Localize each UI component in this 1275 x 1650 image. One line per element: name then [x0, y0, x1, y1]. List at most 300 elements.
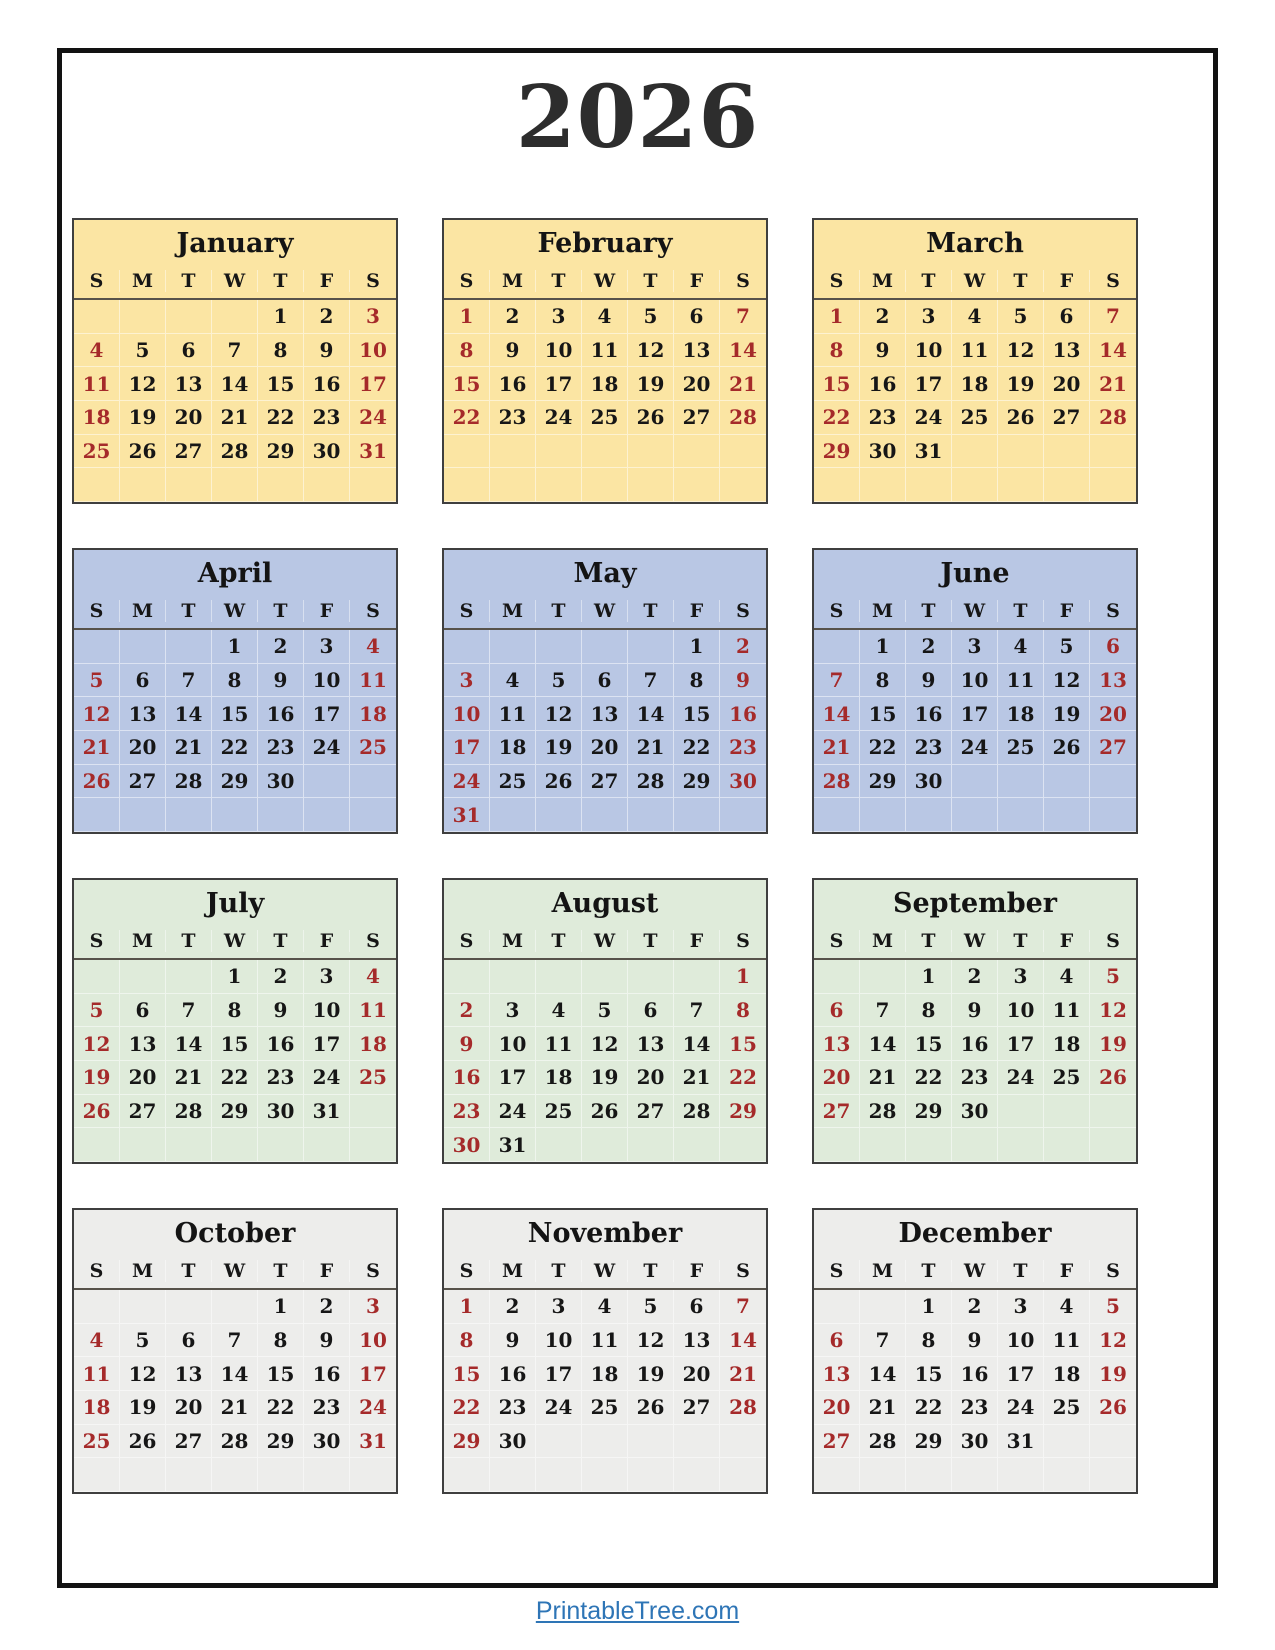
weekday-header: F: [674, 1260, 720, 1282]
dates-grid: [74, 1290, 396, 1492]
weekday-header: F: [304, 600, 350, 622]
date-november-9: 9: [490, 1324, 536, 1358]
date-june-22: 22: [860, 731, 906, 765]
date-june-5: 5: [1044, 630, 1090, 664]
date-august-13: 13: [628, 1027, 674, 1061]
weekday-header: T: [258, 600, 304, 622]
date-empty: [998, 468, 1044, 502]
date-empty: [860, 960, 906, 994]
date-may-9: 9: [720, 664, 766, 698]
date-march-12: 12: [998, 334, 1044, 368]
date-january-16: 16: [304, 367, 350, 401]
date-empty: [166, 1458, 212, 1492]
date-empty: [120, 1458, 166, 1492]
date-empty: [814, 468, 860, 502]
weekday-header: W: [212, 600, 258, 622]
date-empty: [1090, 1095, 1136, 1129]
date-april-15: 15: [212, 697, 258, 731]
date-march-26: 26: [998, 401, 1044, 435]
month-title: May: [573, 558, 637, 589]
weekday-header: T: [166, 1260, 212, 1282]
date-empty: [490, 630, 536, 664]
date-may-17: 17: [444, 731, 490, 765]
date-july-28: 28: [166, 1095, 212, 1129]
date-february-27: 27: [674, 401, 720, 435]
date-empty: [674, 468, 720, 502]
date-empty: [674, 960, 720, 994]
month-title: November: [527, 1218, 683, 1249]
month-title: January: [176, 228, 294, 259]
dates-grid: [444, 960, 766, 1162]
weekday-header: M: [490, 270, 536, 292]
date-may-24: 24: [444, 765, 490, 799]
weekday-header: W: [582, 270, 628, 292]
date-june-16: 16: [906, 697, 952, 731]
date-august-9: 9: [444, 1027, 490, 1061]
date-january-22: 22: [258, 401, 304, 435]
date-may-7: 7: [628, 664, 674, 698]
date-september-26: 26: [1090, 1061, 1136, 1095]
date-december-11: 11: [1044, 1324, 1090, 1358]
date-july-18: 18: [350, 1027, 396, 1061]
date-june-14: 14: [814, 697, 860, 731]
date-empty: [1044, 1128, 1090, 1162]
date-august-10: 10: [490, 1027, 536, 1061]
date-april-21: 21: [74, 731, 120, 765]
date-empty: [582, 435, 628, 469]
date-april-11: 11: [350, 664, 396, 698]
weekday-header: S: [366, 270, 380, 292]
date-empty: [952, 1128, 998, 1162]
date-february-9: 9: [490, 334, 536, 368]
date-january-21: 21: [212, 401, 258, 435]
date-august-2: 2: [444, 994, 490, 1028]
weekday-header: S: [366, 600, 380, 622]
date-empty: [720, 435, 766, 469]
dates-grid: [444, 300, 766, 502]
date-january-9: 9: [304, 334, 350, 368]
date-december-29: 29: [906, 1425, 952, 1459]
date-october-28: 28: [212, 1425, 258, 1459]
weekday-header: S: [736, 930, 750, 952]
month-title: March: [926, 228, 1024, 259]
date-june-18: 18: [998, 697, 1044, 731]
date-august-8: 8: [720, 994, 766, 1028]
date-empty: [536, 1128, 582, 1162]
date-july-3: 3: [304, 960, 350, 994]
date-empty: [720, 798, 766, 832]
date-december-3: 3: [998, 1290, 1044, 1324]
dates-grid: [814, 630, 1136, 832]
weekday-header: S: [366, 930, 380, 952]
date-october-24: 24: [350, 1391, 396, 1425]
date-april-12: 12: [74, 697, 120, 731]
date-december-22: 22: [906, 1391, 952, 1425]
date-february-24: 24: [536, 401, 582, 435]
date-may-11: 11: [490, 697, 536, 731]
date-may-18: 18: [490, 731, 536, 765]
dates-grid: [444, 630, 766, 832]
date-february-21: 21: [720, 367, 766, 401]
weekday-header: M: [120, 600, 166, 622]
date-empty: [212, 1458, 258, 1492]
weekday-header: W: [952, 930, 998, 952]
date-december-6: 6: [814, 1324, 860, 1358]
date-september-6: 6: [814, 994, 860, 1028]
date-march-23: 23: [860, 401, 906, 435]
date-march-18: 18: [952, 367, 998, 401]
date-august-19: 19: [582, 1061, 628, 1095]
date-october-20: 20: [166, 1391, 212, 1425]
date-empty: [350, 798, 396, 832]
date-december-12: 12: [1090, 1324, 1136, 1358]
dates-grid: [814, 960, 1136, 1162]
date-may-12: 12: [536, 697, 582, 731]
weekday-header: T: [536, 600, 582, 622]
date-october-14: 14: [212, 1357, 258, 1391]
date-may-22: 22: [674, 731, 720, 765]
date-november-29: 29: [444, 1425, 490, 1459]
date-empty: [304, 765, 350, 799]
weekday-header: T: [166, 270, 212, 292]
weekday-header: F: [674, 930, 720, 952]
date-january-14: 14: [212, 367, 258, 401]
weekday-header: W: [212, 270, 258, 292]
date-empty: [444, 1458, 490, 1492]
date-march-15: 15: [814, 367, 860, 401]
date-january-5: 5: [120, 334, 166, 368]
date-january-20: 20: [166, 401, 212, 435]
date-july-14: 14: [166, 1027, 212, 1061]
date-january-13: 13: [166, 367, 212, 401]
date-june-1: 1: [860, 630, 906, 664]
date-january-18: 18: [74, 401, 120, 435]
date-june-23: 23: [906, 731, 952, 765]
date-march-5: 5: [998, 300, 1044, 334]
date-june-25: 25: [998, 731, 1044, 765]
date-may-3: 3: [444, 664, 490, 698]
date-august-3: 3: [490, 994, 536, 1028]
month-title: February: [537, 228, 673, 259]
weekday-header: T: [628, 930, 674, 952]
date-empty: [906, 468, 952, 502]
date-october-5: 5: [120, 1324, 166, 1358]
date-august-16: 16: [444, 1061, 490, 1095]
date-empty: [120, 300, 166, 334]
date-empty: [304, 1458, 350, 1492]
date-november-11: 11: [582, 1324, 628, 1358]
date-march-14: 14: [1090, 334, 1136, 368]
date-december-28: 28: [860, 1425, 906, 1459]
date-february-3: 3: [536, 300, 582, 334]
date-empty: [860, 1128, 906, 1162]
month-title: September: [892, 888, 1058, 919]
date-may-31: 31: [444, 798, 490, 832]
date-empty: [952, 435, 998, 469]
month-may: [442, 548, 768, 834]
date-april-21: 21: [166, 731, 212, 765]
month-july: [72, 878, 398, 1164]
date-september-18: 18: [1044, 1027, 1090, 1061]
date-april-2: 2: [258, 630, 304, 664]
date-march-19: 19: [998, 367, 1044, 401]
date-july-30: 30: [258, 1095, 304, 1129]
date-empty: [74, 300, 120, 334]
date-march-1: 1: [814, 300, 860, 334]
date-april-1: 1: [212, 630, 258, 664]
date-january-17: 17: [350, 367, 396, 401]
date-empty: [1090, 798, 1136, 832]
date-empty: [582, 1425, 628, 1459]
weekday-header-row: [74, 264, 396, 300]
date-empty: [628, 630, 674, 664]
weekday-header: T: [258, 270, 304, 292]
weekday-header: S: [1106, 1260, 1120, 1282]
month-september: [812, 878, 1138, 1164]
date-empty: [998, 765, 1044, 799]
date-empty: [582, 960, 628, 994]
date-may-21: 21: [628, 731, 674, 765]
date-october-18: 18: [74, 1391, 120, 1425]
date-june-12: 12: [1044, 664, 1090, 698]
date-december-13: 13: [814, 1357, 860, 1391]
date-november-27: 27: [674, 1391, 720, 1425]
date-october-15: 15: [258, 1357, 304, 1391]
date-november-6: 6: [674, 1290, 720, 1324]
date-empty: [74, 468, 120, 502]
date-september-20: 20: [814, 1061, 860, 1095]
date-july-10: 10: [304, 994, 350, 1028]
date-september-23: 23: [952, 1061, 998, 1095]
weekday-header: T: [628, 600, 674, 622]
date-november-1: 1: [444, 1290, 490, 1324]
weekday-header: S: [736, 270, 750, 292]
weekday-header: T: [628, 270, 674, 292]
date-empty: [350, 1128, 396, 1162]
month-december: [812, 1208, 1138, 1494]
weekday-header: W: [952, 270, 998, 292]
date-october-12: 12: [120, 1357, 166, 1391]
date-august-25: 25: [536, 1095, 582, 1129]
date-empty: [444, 630, 490, 664]
date-january-2: 2: [304, 300, 350, 334]
weekday-header: S: [74, 930, 120, 952]
date-june-29: 29: [860, 765, 906, 799]
date-december-19: 19: [1090, 1357, 1136, 1391]
weekday-header-row: [444, 1254, 766, 1290]
weekday-header: M: [860, 930, 906, 952]
weekday-header: T: [998, 1260, 1044, 1282]
date-may-6: 6: [582, 664, 628, 698]
date-empty: [74, 960, 120, 994]
date-january-25: 25: [74, 435, 120, 469]
date-february-6: 6: [674, 300, 720, 334]
date-march-3: 3: [906, 300, 952, 334]
date-empty: [444, 468, 490, 502]
date-empty: [120, 630, 166, 664]
weekday-header: S: [74, 1260, 120, 1282]
months-grid: [72, 218, 1138, 1494]
date-december-15: 15: [906, 1357, 952, 1391]
date-empty: [582, 1128, 628, 1162]
date-april-28: 28: [166, 765, 212, 799]
weekday-header: S: [736, 1260, 750, 1282]
date-july-21: 21: [166, 1061, 212, 1095]
month-october: [72, 1208, 398, 1494]
date-empty: [906, 1458, 952, 1492]
footer-link[interactable]: PrintableTree.com: [535, 1597, 740, 1625]
weekday-header: F: [674, 600, 720, 622]
date-september-25: 25: [1044, 1061, 1090, 1095]
date-september-14: 14: [860, 1027, 906, 1061]
month-august: [442, 878, 768, 1164]
weekday-header: W: [952, 1260, 998, 1282]
date-may-13: 13: [582, 697, 628, 731]
date-january-26: 26: [120, 435, 166, 469]
date-june-17: 17: [952, 697, 998, 731]
date-empty: [74, 630, 120, 664]
date-december-2: 2: [952, 1290, 998, 1324]
date-december-8: 8: [906, 1324, 952, 1358]
date-empty: [490, 435, 536, 469]
date-june-6: 6: [1090, 630, 1136, 664]
date-november-5: 5: [628, 1290, 674, 1324]
weekday-header: T: [258, 1260, 304, 1282]
date-empty: [998, 798, 1044, 832]
date-november-8: 8: [444, 1324, 490, 1358]
date-june-13: 13: [1090, 664, 1136, 698]
date-july-9: 9: [258, 994, 304, 1028]
date-july-7: 7: [166, 994, 212, 1028]
date-june-3: 3: [952, 630, 998, 664]
date-august-12: 12: [582, 1027, 628, 1061]
date-empty: [628, 1425, 674, 1459]
date-january-29: 29: [258, 435, 304, 469]
date-empty: [536, 960, 582, 994]
date-february-15: 15: [444, 367, 490, 401]
date-september-16: 16: [952, 1027, 998, 1061]
date-november-13: 13: [674, 1324, 720, 1358]
date-june-15: 15: [860, 697, 906, 731]
weekday-header: S: [74, 270, 120, 292]
date-august-20: 20: [628, 1061, 674, 1095]
date-empty: [444, 960, 490, 994]
date-april-6: 6: [120, 664, 166, 698]
date-march-20: 20: [1044, 367, 1090, 401]
month-april: [72, 548, 398, 834]
weekday-header-row: [444, 264, 766, 300]
date-empty: [490, 960, 536, 994]
date-september-24: 24: [998, 1061, 1044, 1095]
date-august-21: 21: [674, 1061, 720, 1095]
date-january-28: 28: [212, 435, 258, 469]
date-november-26: 26: [628, 1391, 674, 1425]
date-january-23: 23: [304, 401, 350, 435]
date-empty: [120, 1128, 166, 1162]
date-february-12: 12: [628, 334, 674, 368]
date-may-5: 5: [536, 664, 582, 698]
date-october-21: 21: [212, 1391, 258, 1425]
month-title: April: [197, 558, 273, 589]
date-february-1: 1: [444, 300, 490, 334]
date-march-13: 13: [1044, 334, 1090, 368]
weekday-header: F: [1044, 600, 1090, 622]
date-march-7: 7: [1090, 300, 1136, 334]
date-october-19: 19: [120, 1391, 166, 1425]
date-october-1: 1: [258, 1290, 304, 1324]
weekday-header: S: [74, 600, 120, 622]
date-october-16: 16: [304, 1357, 350, 1391]
date-february-8: 8: [444, 334, 490, 368]
date-december-26: 26: [1090, 1391, 1136, 1425]
date-november-10: 10: [536, 1324, 582, 1358]
date-july-26: 26: [74, 1095, 120, 1129]
weekday-header: S: [1106, 270, 1120, 292]
date-empty: [860, 1458, 906, 1492]
weekday-header: T: [906, 270, 952, 292]
date-empty: [814, 798, 860, 832]
date-january-4: 4: [74, 334, 120, 368]
month-february: [442, 218, 768, 504]
date-march-9: 9: [860, 334, 906, 368]
date-empty: [166, 1128, 212, 1162]
date-march-4: 4: [952, 300, 998, 334]
date-october-6: 6: [166, 1324, 212, 1358]
date-empty: [258, 798, 304, 832]
date-november-4: 4: [582, 1290, 628, 1324]
weekday-header-row: [814, 924, 1136, 960]
date-february-20: 20: [674, 367, 720, 401]
date-november-28: 28: [720, 1391, 766, 1425]
date-august-4: 4: [536, 994, 582, 1028]
date-empty: [120, 468, 166, 502]
date-empty: [998, 435, 1044, 469]
date-april-26: 26: [74, 765, 120, 799]
date-empty: [998, 1095, 1044, 1129]
date-february-10: 10: [536, 334, 582, 368]
weekday-header-row: [814, 264, 1136, 300]
date-january-31: 31: [350, 435, 396, 469]
date-may-10: 10: [444, 697, 490, 731]
date-empty: [674, 1128, 720, 1162]
date-march-28: 28: [1090, 401, 1136, 435]
weekday-header: W: [212, 1260, 258, 1282]
date-september-5: 5: [1090, 960, 1136, 994]
date-september-13: 13: [814, 1027, 860, 1061]
date-march-22: 22: [814, 401, 860, 435]
month-november: [442, 1208, 768, 1494]
date-march-11: 11: [952, 334, 998, 368]
date-may-25: 25: [490, 765, 536, 799]
weekday-header: T: [166, 600, 212, 622]
date-april-10: 10: [304, 664, 350, 698]
date-january-10: 10: [350, 334, 396, 368]
date-may-4: 4: [490, 664, 536, 698]
date-december-17: 17: [998, 1357, 1044, 1391]
date-empty: [166, 468, 212, 502]
date-january-15: 15: [258, 367, 304, 401]
date-empty: [1044, 435, 1090, 469]
date-may-29: 29: [674, 765, 720, 799]
date-september-15: 15: [906, 1027, 952, 1061]
date-september-8: 8: [906, 994, 952, 1028]
weekday-header: T: [536, 930, 582, 952]
date-july-8: 8: [212, 994, 258, 1028]
date-empty: [536, 468, 582, 502]
date-empty: [304, 1128, 350, 1162]
date-june-26: 26: [1044, 731, 1090, 765]
weekday-header: W: [582, 600, 628, 622]
